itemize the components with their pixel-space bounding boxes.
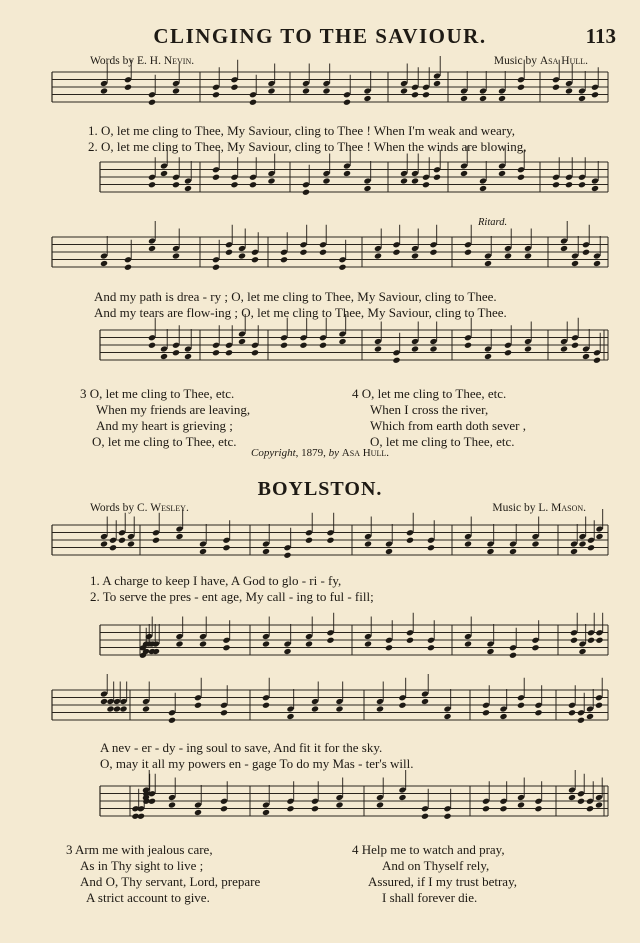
hymn1-lyric-verse1-line1: 1. O, let me cling to Thee, My Saviour, cling to Thee ! When I'm weak and weary, [88,123,515,138]
hymn2-lyric-verse1-line2: A nev - er - dy - ing soul to save, And fit it for the sky. [100,740,383,755]
hymn1-lyric-verse2-line2: And my tears are flow-ing ; O, let me cling to Thee, My Saviour, cling to Thee. [94,305,507,320]
words-prefix: Words by [90,502,137,514]
verse-line: When I cross the river, [370,402,489,417]
verse-line: 3 O, let me cling to Thee, etc. [80,386,235,401]
verse-line: O, let me cling to Thee, etc. [92,434,237,449]
words-author: E. H. Nevin. [137,55,195,67]
verse-line: When my friends are leaving, [96,402,251,417]
copyright-label: Copyright [251,447,296,459]
hymn1-lyric-verse1-line2: And my path is drea - ry ; O, let me cling to Thee, My Saviour, cling to Thee. [94,289,497,304]
copyright-year: , 1879, [295,447,329,459]
verse-line: A strict account to give. [86,890,210,905]
verse-line: O, let me cling to Thee, etc. [370,434,515,449]
words-prefix: Words by [90,55,137,67]
copyright-holder: Asa Hull. [341,447,389,459]
music-author: L. Mason. [538,502,586,514]
hymn1-title: CLINGING TO THE SAVIOUR. [153,24,487,48]
music-prefix: Music by [493,55,540,67]
words-author: C. Wesley. [137,502,189,514]
copyright-by: by [328,447,340,459]
hymn1-verse3 [80,386,250,450]
verse-line: Assured, if I my trust betray, [368,874,517,889]
ritard-marking: Ritard. [478,217,508,228]
hymn2-lyric-verse1-line1: 1. A charge to keep I have, A God to glo - ri - fy, [90,573,342,588]
hymn2-verse3 [66,842,260,906]
hymn1-lyric-verse2-line1: 2. O, let me cling to Thee, My Saviour, cling to Thee ! When the winds are blowing, [88,139,527,154]
hymn1-verse4 [352,386,526,450]
hymn2-verse4 [352,842,517,906]
copyright-notice [0,447,640,459]
hymn2-lyric-verse2-line1: 2. To serve the pres - ent age, My call - ing to ful - fill; [90,589,374,604]
verse-line: As in Thy sight to live ; [80,858,204,873]
hymn2-music-credit [492,502,586,514]
verse-line: 4 Help me to watch and pray, [352,842,505,857]
verse-line: And on Thyself rely, [382,858,490,873]
music-prefix: Music by [492,502,539,514]
verse-line: Which from earth doth sever , [370,418,526,433]
verse-line: And O, Thy servant, Lord, prepare [80,874,261,889]
verse-line: 4 O, let me cling to Thee, etc. [352,386,507,401]
verse-line: 3 Arm me with jealous care, [66,842,213,857]
page-number: 113 [585,24,616,48]
verse-line: And my heart is grieving ; [96,418,233,433]
hymn2-lyric-verse2-line2: O, may it all my powers en - gage To do my Mas - ter's will. [100,756,414,771]
music-author: Asa Hull. [539,55,588,67]
hymn2-words-credit [90,502,189,514]
hymn2-title: BOYLSTON. [257,478,383,500]
verse-line: I shall forever die. [382,890,478,905]
